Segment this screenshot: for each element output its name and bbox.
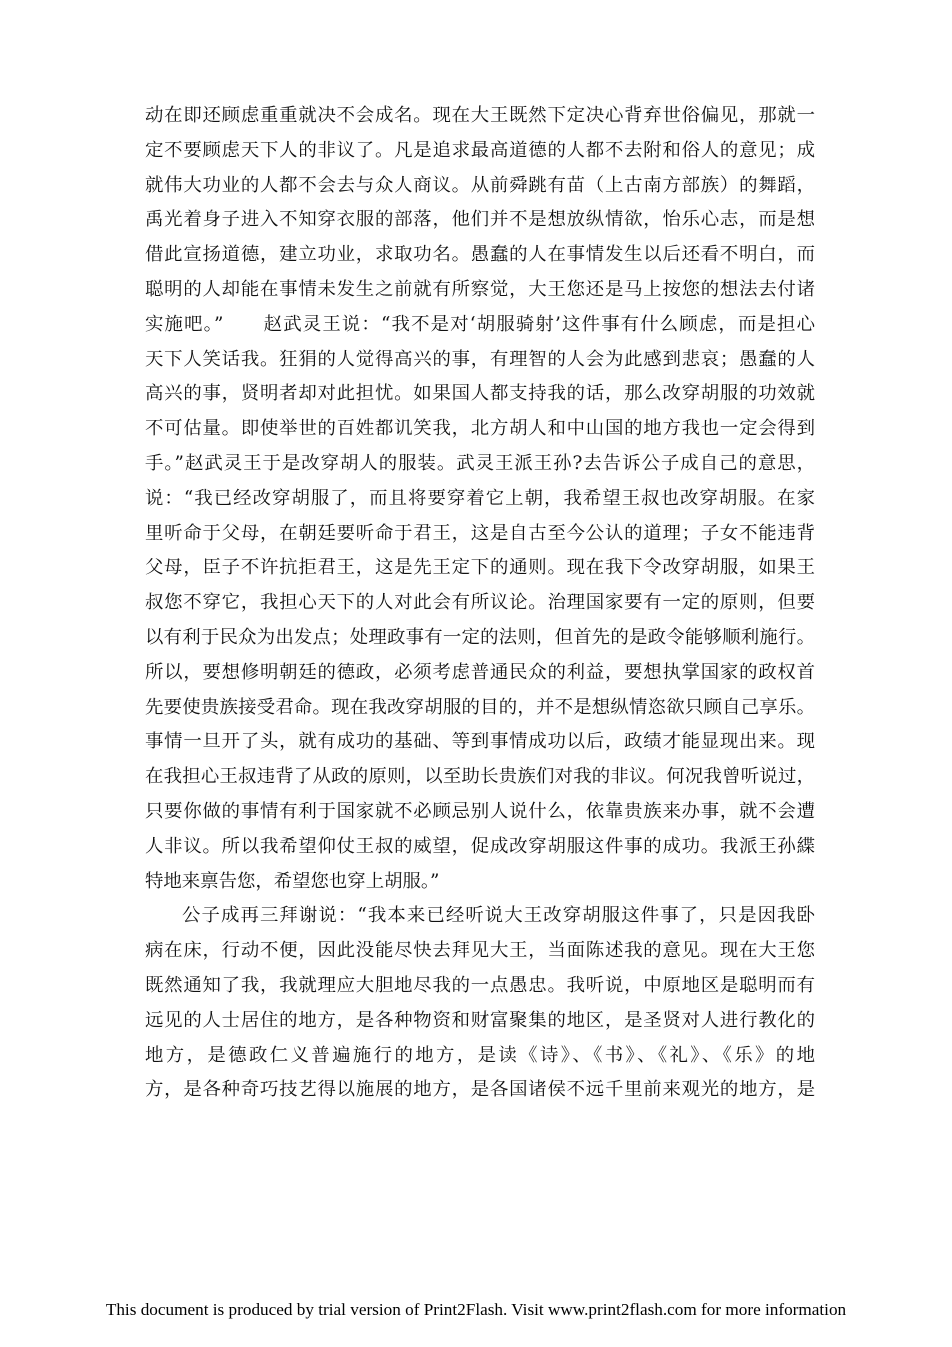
text-line: 既然通知了我，我就理应大胆地尽我的一点愚忠。我听说，中原地区是聪明而有: [145, 974, 815, 996]
text-line: 借此宣扬道德，建立功业，求取功名。愚蠢的人在事情发生以后还看不明白，而: [145, 244, 815, 266]
text-line: 天下人笑话我。狂狷的人觉得高兴的事，有理智的人会为此感到悲哀；愚蠢的人: [145, 348, 815, 370]
text-line: 病在床，行动不便，因此没能尽快去拜见大王，当面陈述我的意见。现在大王您: [145, 940, 815, 962]
text-line: 叔您不穿它，我担心天下的人对此会有所议论。治理国家要有一定的原则，但要: [145, 592, 815, 614]
text-line: 高兴的事，贤明者却对此担忧。如果国人都支持我的话，那么改穿胡服的功效就: [145, 383, 815, 405]
text-line: 以有利于民众为出发点；处理政事有一定的法则，但首先的是政令能够顺利施行。: [145, 626, 815, 648]
text-line: 就伟大功业的人都不会去与众人商议。从前舜跳有苗（上古南方部族）的舞蹈，: [145, 174, 815, 196]
text-line: 里听命于父母，在朝廷要听命于君王，这是自古至今公认的道理；子女不能违背: [145, 522, 815, 544]
text-line: 远见的人士居住的地方，是各种物资和财富聚集的地区，是圣贤对人进行教化的: [145, 1009, 815, 1031]
body-text: [145, 99, 815, 1108]
text-line: 先要使贵族接受君命。现在我改穿胡服的目的，并不是想纵情恣欲只顾自己享乐。: [145, 696, 815, 718]
text-line: 不可估量。即使举世的百姓都讥笑我，北方胡人和中山国的地方我也一定会得到: [145, 418, 815, 440]
text-line: 手。”赵武灵王于是改穿胡人的服装。武灵王派王孙?去告诉公子成自己的意思，: [145, 452, 815, 474]
text-line: 动在即还顾虑重重就决不会成名。现在大王既然下定决心背弃世俗偏见，那就一: [145, 105, 815, 126]
text-line: 所以，要想修明朝廷的德政，必须考虑普通民众的利益，要想执掌国家的政权首: [145, 661, 815, 683]
trial-footer-notice: This document is produced by trial version of Print2Flash. Visit www.print2flash.com for more information: [105, 1300, 847, 1319]
text-line: 事情一旦开了头，就有成功的基础、等到事情成功以后，政绩才能显现出来。现: [145, 731, 815, 753]
text-line: 方，是各种奇巧技艺得以施展的地方，是各国诸侯不远千里前来观光的地方，是: [145, 1079, 815, 1101]
text-line: 人非议。所以我希望仰仗王叔的威望，促成改穿胡服这件事的成功。我派王孙緤: [145, 835, 815, 857]
text-line: 聪明的人却能在事情未发生之前就有所察觉，大王您还是马上按您的想法去付诸: [145, 278, 815, 300]
text-line: 公子成再三拜谢说：“我本来已经听说大王改穿胡服这件事了，只是因我卧: [182, 905, 815, 927]
text-line: 特地来禀告您，希望您也穿上胡服。”: [145, 870, 440, 892]
text-line: 只要你做的事情有利于国家就不必顾忌别人说什么，依靠贵族来办事，就不会遭: [145, 800, 815, 822]
text-line: 实施吧。” 赵武灵王说：“我不是对‘胡服骑射’这件事有什么顾虑，而是担心: [145, 313, 815, 335]
text-line: 地方，是德政仁义普遍施行的地方，是读《诗》、《书》、《礼》、《乐》的地: [145, 1044, 815, 1066]
text-line: 说：“我已经改穿胡服了，而且将要穿着它上朝，我希望王叔也改穿胡服。在家: [145, 487, 815, 509]
text-line: 定不要顾虑天下人的非议了。凡是追求最高道德的人都不去附和俗人的意见；成: [145, 139, 815, 161]
text-line: 父母，臣子不许抗拒君王，这是先王定下的通则。现在我下令改穿胡服，如果王: [145, 557, 815, 579]
text-line: 在我担心王叔违背了从政的原则，以至助长贵族们对我的非议。何况我曾听说过，: [145, 766, 815, 788]
text-line: 禹光着身子进入不知穿衣服的部落，他们并不是想放纵情欲，怡乐心志，而是想: [145, 209, 815, 231]
